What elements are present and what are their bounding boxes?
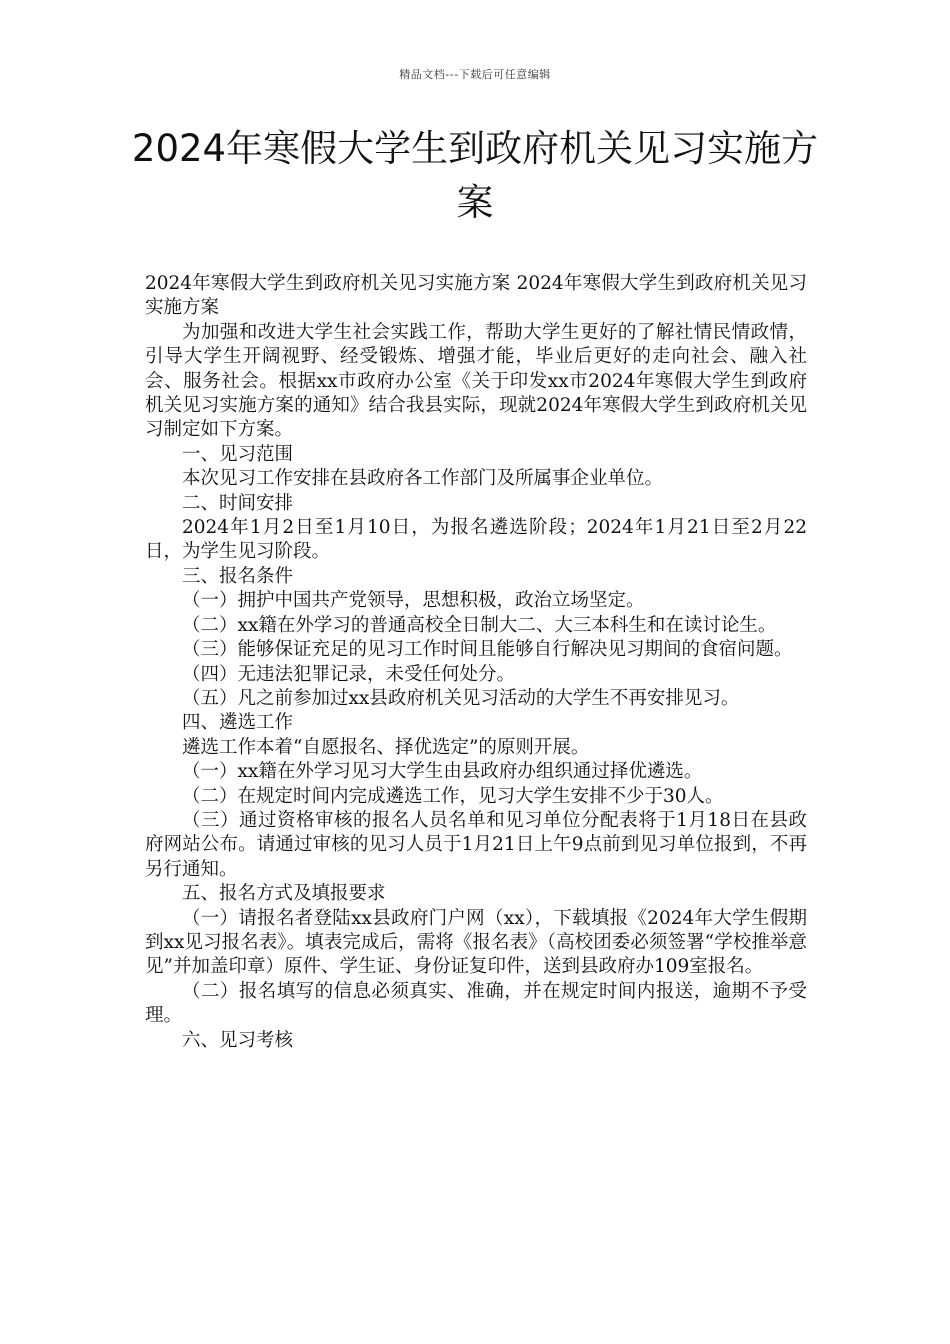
list-item: （一）拥护中国共产党领导，思想积极，政治立场坚定。 bbox=[182, 590, 645, 612]
intro-paragraph: 2024年寒假大学生到政府机关见习实施方案 2024年寒假大学生到政府机关见习实施方案 bbox=[145, 273, 807, 319]
document-title: 2024年寒假大学生到政府机关见习实施方案 bbox=[131, 127, 819, 224]
list-item: （二）在规定时间内完成遴选工作，见习大学生安排不少于30人。 bbox=[182, 785, 724, 807]
list-item: （一）xx籍在外学习见习大学生由县政府办组织通过择优遴选。 bbox=[182, 761, 703, 783]
list-item: （四）无违法犯罪记录，未受任何处分。 bbox=[182, 663, 516, 685]
body-paragraph: 本次见习工作安排在县政府各工作部门及所属事企业单位。 bbox=[182, 468, 664, 490]
section-heading: 三、报名条件 bbox=[182, 565, 294, 587]
list-item: （二）xx籍在外学习的普通高校全日制大二、大三本科生和在读讨论生。 bbox=[182, 614, 777, 636]
list-item: （二）报名填写的信息必须真实、准确，并在规定时间内报送，逾期不予受理。 bbox=[145, 980, 807, 1027]
list-item: （三）通过资格审核的报名人员名单和见习单位分配表将于1月18日在县政府网站公布。请通过审核的见习人员于1月21日上午9点前到见习单位报到，不再另行通知。 bbox=[145, 809, 807, 880]
document-body bbox=[145, 272, 807, 1053]
list-item: （一）请报名者登陆xx县政府门户网（xx），下载填报《2024年大学生假期到xx见习报名表》。填表完成后，需将《报名表》（高校团委必须签署“学校推举意见”并加盖印章）原件、学生证、身份证复印件，送到县政府办109室报名。 bbox=[145, 907, 807, 978]
section-heading: 五、报名方式及填报要求 bbox=[182, 883, 386, 905]
list-item: （三）能够保证充足的见习工作时间且能够自行解决见习期间的食宿问题。 bbox=[182, 639, 793, 661]
purpose-paragraph: 为加强和改进大学生社会实践工作，帮助大学生更好的了解社情民情政情，引导大学生开阔视野、经受锻炼、增强才能，毕业后更好的走向社会、融入社会、服务社会。根据xx市政府办公室《关于印发xx市2024年寒假大学生到政府机关见习实施方案的通知》结合我县实际，现就2024年寒假大学生到政府机关见习制定如下方案。 bbox=[145, 321, 807, 441]
section-heading: 四、遴选工作 bbox=[182, 712, 294, 734]
section-heading: 二、时间安排 bbox=[182, 492, 294, 514]
section-heading: 一、见习范围 bbox=[182, 443, 294, 465]
section-heading: 六、见习考核 bbox=[182, 1029, 294, 1051]
list-item: （五）凡之前参加过xx县政府机关见习活动的大学生不再安排见习。 bbox=[182, 687, 740, 709]
body-paragraph: 遴选工作本着“自愿报名、择优选定”的原则开展。 bbox=[182, 736, 590, 758]
body-paragraph: 2024年1月2日至1月10日，为报名遴选阶段；2024年1月21日至2月22日，为学生见习阶段。 bbox=[145, 517, 807, 563]
header-note: 精品文档---下载后可任意编辑 bbox=[399, 68, 551, 81]
